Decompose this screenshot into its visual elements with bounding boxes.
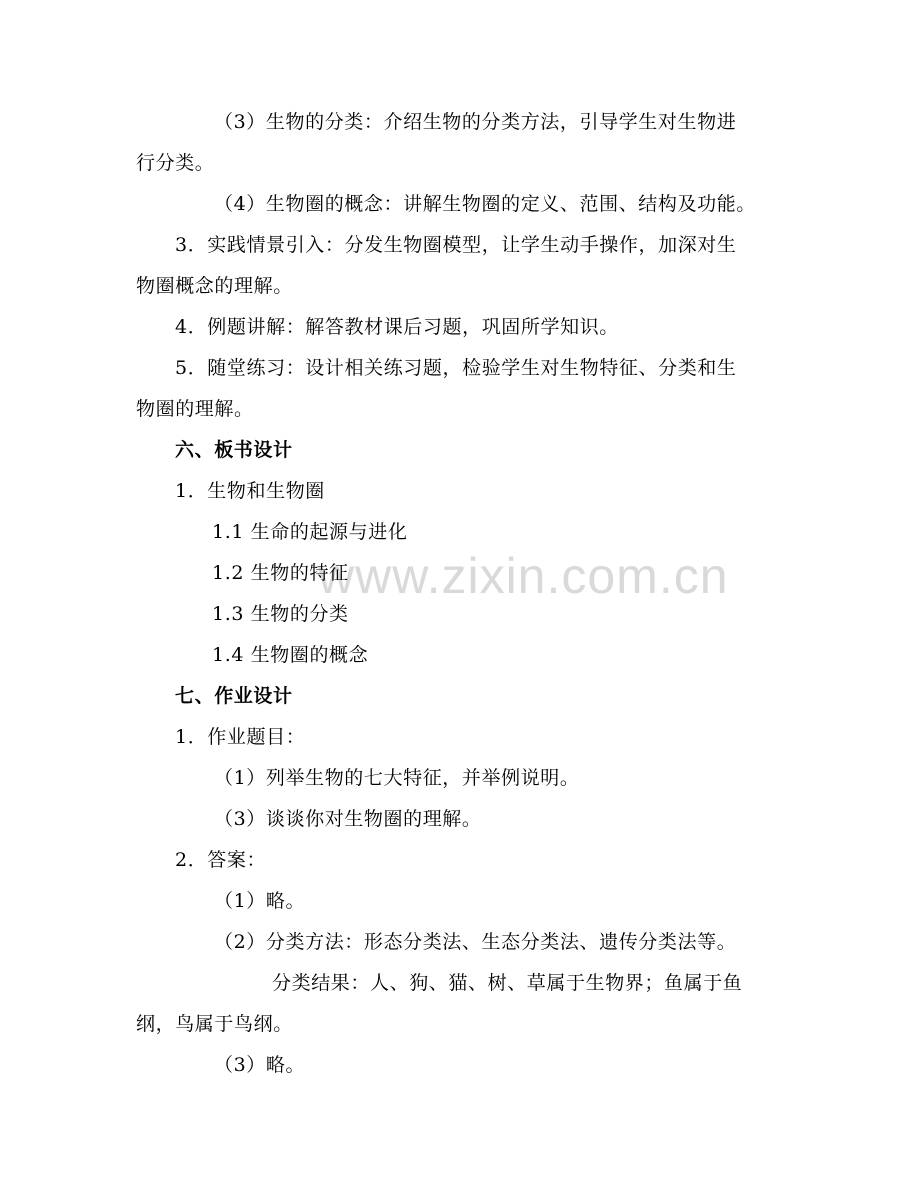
answer-2-result-line1: 分类结果：人、狗、猫、树、草属于生物界；鱼属于鱼 (272, 972, 743, 994)
homework-item-1: 1．作业题目： (175, 726, 306, 748)
homework-question-3: （3）谈谈你对生物圈的理解。 (214, 808, 482, 830)
paragraph-practice-line1: 3．实践情景引入：分发生物圈模型，让学生动手操作，加深对生 (175, 234, 737, 256)
paragraph-classification-line1: （3）生物的分类：介绍生物的分类方法，引导学生对生物进 (214, 111, 737, 133)
board-subitem-1-2: 1.2 生物的特征 (212, 562, 349, 584)
answer-2-result-line2: 纲，鸟属于鸟纲。 (136, 1013, 293, 1035)
answer-1: （1）略。 (214, 890, 306, 912)
paragraph-biosphere-concept: （4）生物圈的概念：讲解生物圈的定义、范围、结构及功能。 (214, 193, 756, 215)
paragraph-practice-line2: 物圈概念的理解。 (136, 275, 293, 297)
answer-3: （3）略。 (214, 1054, 306, 1076)
board-item-1: 1．生物和生物圈 (175, 480, 325, 502)
paragraph-example: 4．例题讲解：解答教材课后习题，巩固所学知识。 (175, 316, 619, 338)
board-subitem-1-1: 1.1 生命的起源与进化 (212, 521, 408, 543)
paragraph-exercise-line2: 物圈的理解。 (136, 398, 254, 420)
paragraph-classification-line2: 行分类。 (136, 152, 215, 174)
board-subitem-1-4: 1.4 生物圈的概念 (212, 644, 369, 666)
section-heading-board-design: 六、板书设计 (175, 439, 293, 461)
paragraph-exercise-line1: 5．随堂练习：设计相关练习题，检验学生对生物特征、分类和生 (175, 357, 737, 379)
homework-item-2: 2．答案： (175, 849, 267, 871)
answer-2: （2）分类方法：形态分类法、生态分类法、遗传分类法等。 (214, 931, 737, 953)
section-heading-homework-design: 七、作业设计 (175, 685, 293, 707)
watermark: www.zixin.com.cn (318, 548, 729, 604)
board-subitem-1-3: 1.3 生物的分类 (212, 603, 349, 625)
homework-question-1: （1）列举生物的七大特征，并举例说明。 (214, 767, 580, 789)
